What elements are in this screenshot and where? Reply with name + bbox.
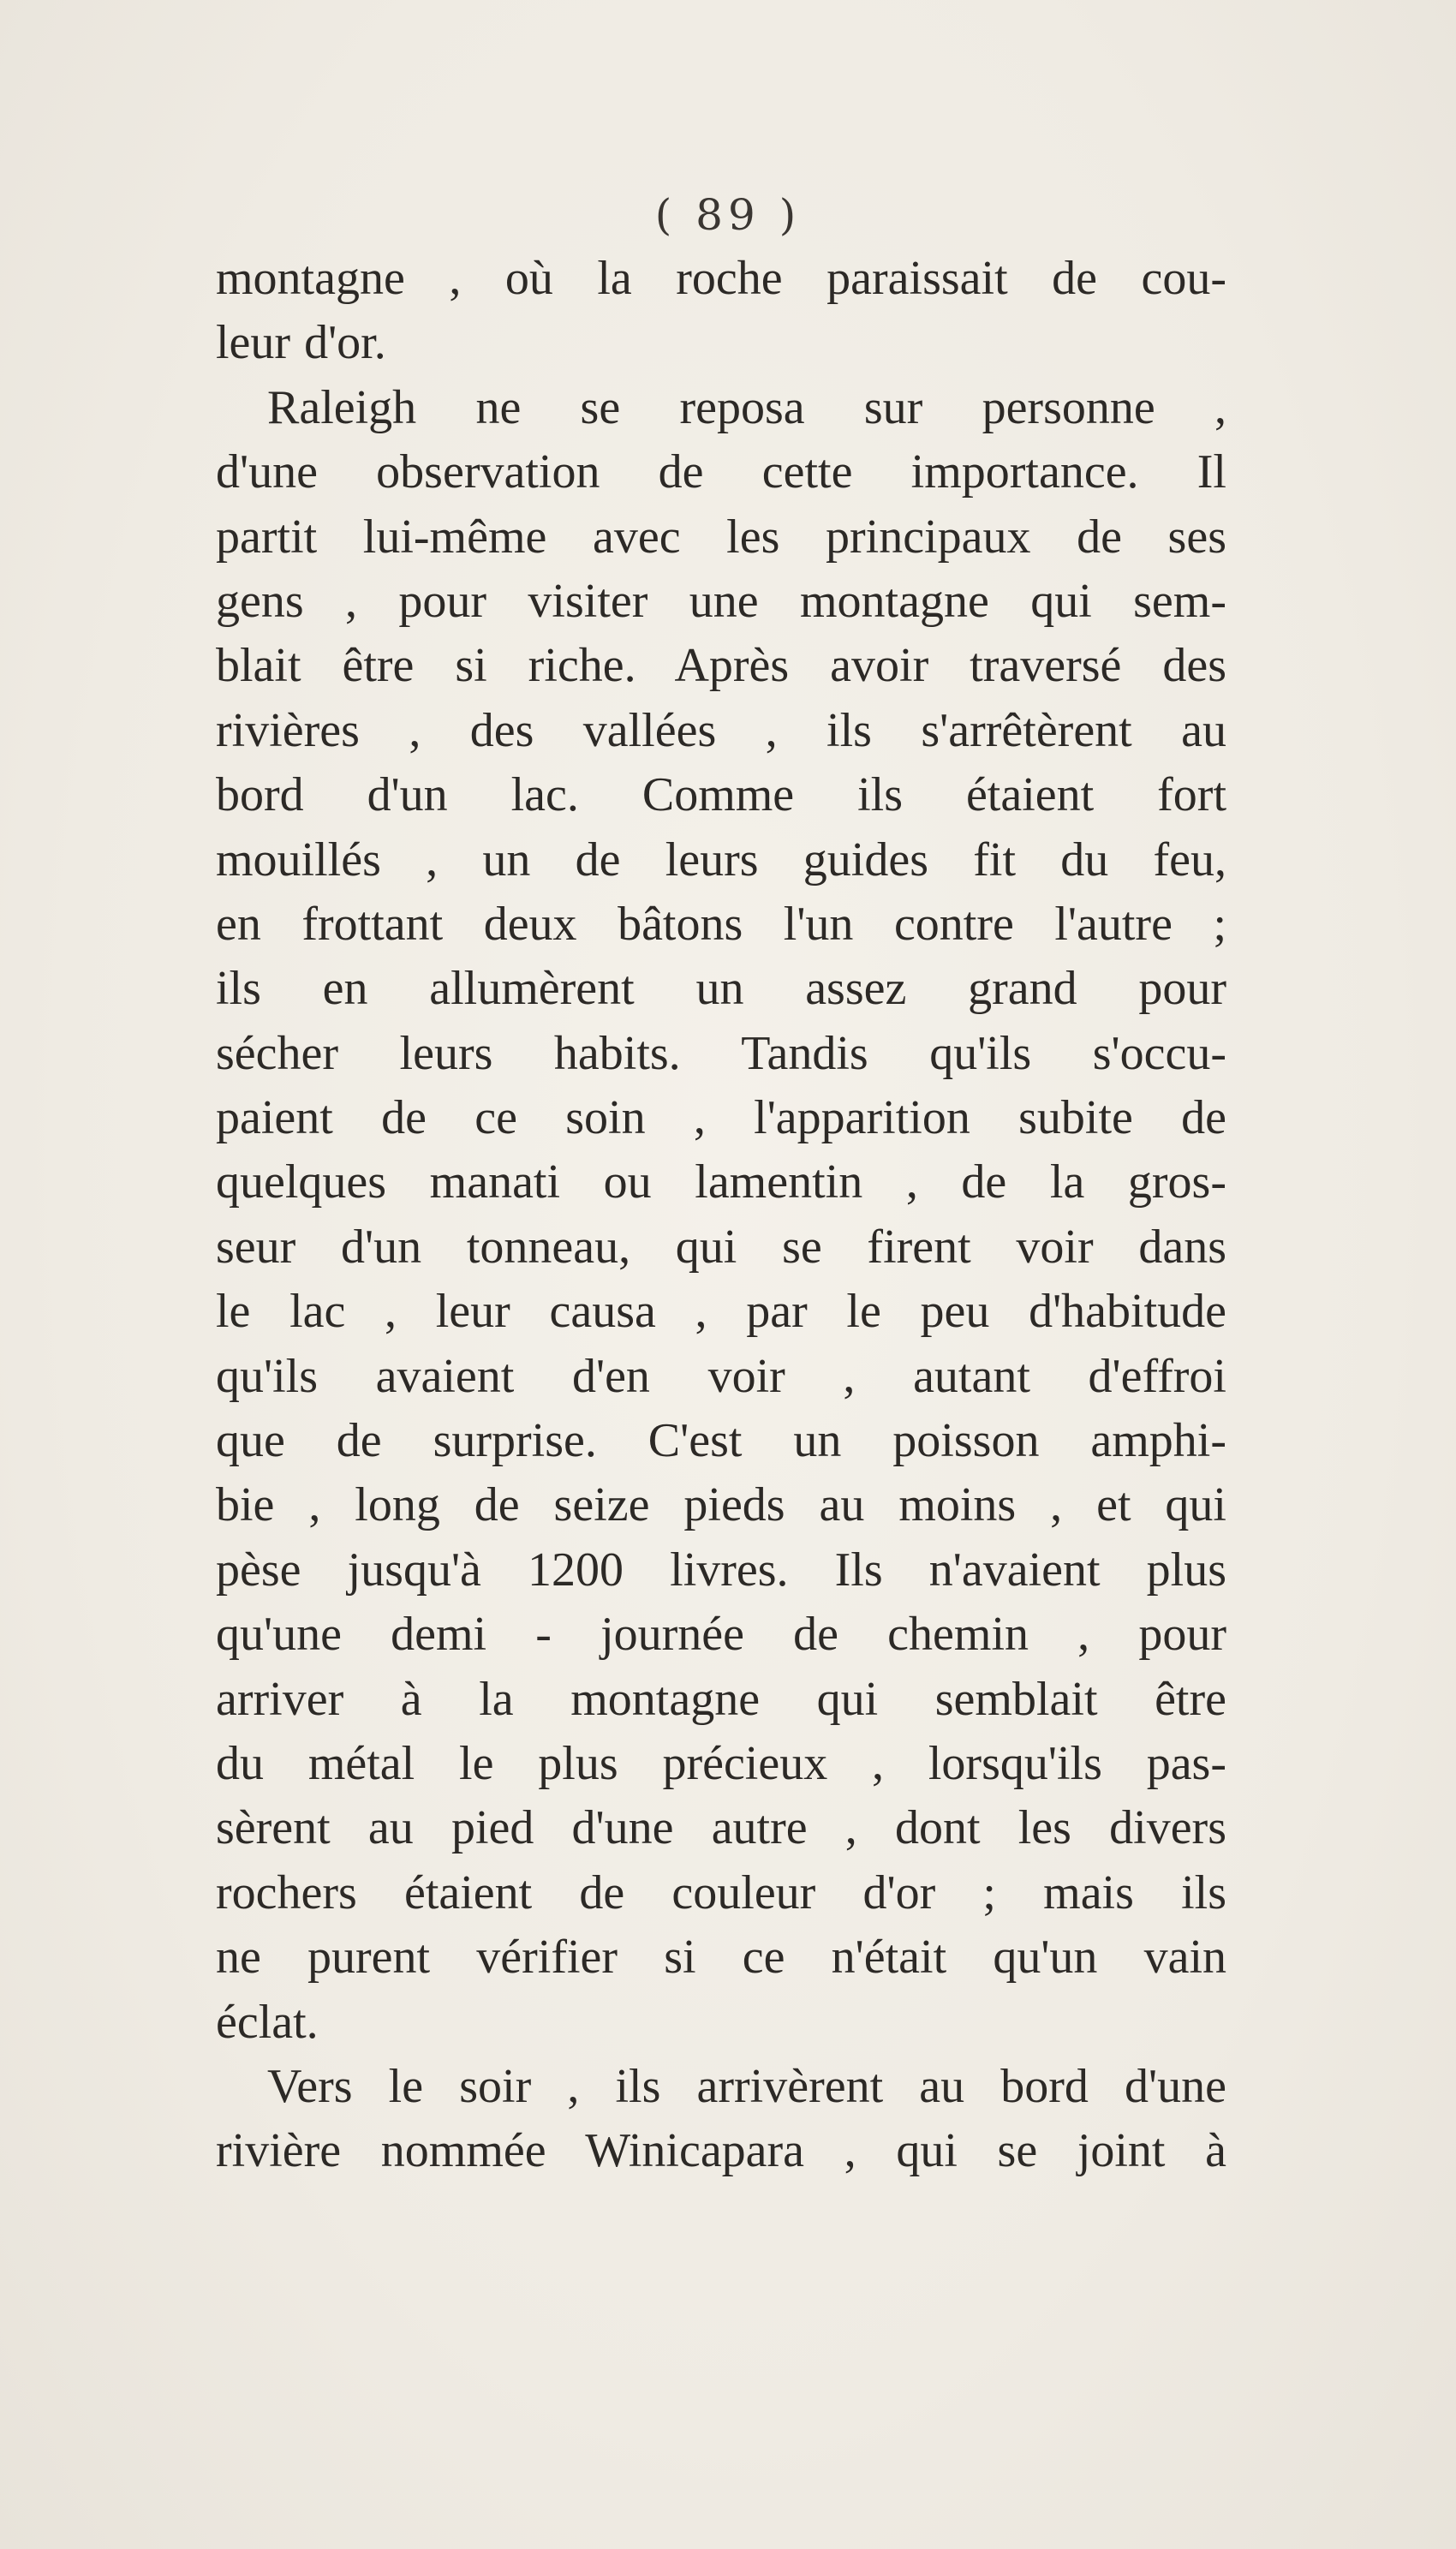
text-line: du métal le plus précieux , lorsqu'ils pas- <box>216 1736 1226 1790</box>
text-line: le lac , leur causa , par le peu d'habitude <box>216 1285 1226 1339</box>
text-line: paient de ce soin , l'apparition subite de <box>216 1091 1226 1145</box>
text-line: ils en allumèrent un assez grand pour <box>216 962 1226 1016</box>
text-line: seur d'un tonneau, qui se firent voir dans <box>216 1220 1226 1274</box>
text-line: que de surprise. C'est un poisson amphi- <box>216 1414 1226 1468</box>
text-line: sécher leurs habits. Tandis qu'ils s'occu- <box>216 1026 1226 1080</box>
text-line: sèrent au pied d'une autre , dont les divers <box>216 1801 1226 1855</box>
text-line: Vers le soir , ils arrivèrent au bord d'une <box>267 2059 1226 2113</box>
body-text <box>216 247 1226 2184</box>
text-line: montagne , où la roche paraissait de cou- <box>216 252 1226 305</box>
text-line: partit lui-même avec les principaux de ses <box>216 510 1226 564</box>
text-line: pèse jusqu'à 1200 livres. Ils n'avaient plus <box>216 1543 1226 1597</box>
text-line: blait être si riche. Après avoir traversé des <box>216 639 1226 693</box>
page-number: ( 89 ) <box>654 190 802 240</box>
text-line: d'une observation de cette importance. Il <box>216 445 1226 499</box>
text-line: mouillés , un de leurs guides fit du feu, <box>216 833 1226 886</box>
text-line: ne purent vérifier si ce n'était qu'un vain <box>216 1931 1226 1985</box>
text-line: quelques manati ou lamentin , de la gros- <box>216 1155 1226 1209</box>
text-line: rochers étaient de couleur d'or ; mais ils <box>216 1865 1226 1919</box>
text-line: arriver à la montagne qui semblait être <box>216 1672 1226 1726</box>
text-line: bord d'un lac. Comme ils étaient fort <box>216 768 1226 822</box>
text-line: leur d'or. <box>216 316 386 370</box>
text-line: bie , long de seize pieds au moins , et qui <box>216 1478 1226 1532</box>
text-line: qu'ils avaient d'en voir , autant d'effroi <box>216 1349 1226 1403</box>
text-line: gens , pour visiter une montagne qui sem- <box>216 574 1226 628</box>
text-line: rivières , des vallées , ils s'arrêtèrent au <box>216 703 1226 757</box>
text-line: en frottant deux bâtons l'un contre l'autre ; <box>216 897 1226 951</box>
text-line: éclat. <box>216 1995 319 2049</box>
text-line: qu'une demi - journée de chemin , pour <box>216 1608 1226 1662</box>
text-line: Raleigh ne se reposa sur personne , <box>267 380 1226 434</box>
text-line: rivière nommée Winicapara , qui se joint à <box>216 2124 1226 2178</box>
